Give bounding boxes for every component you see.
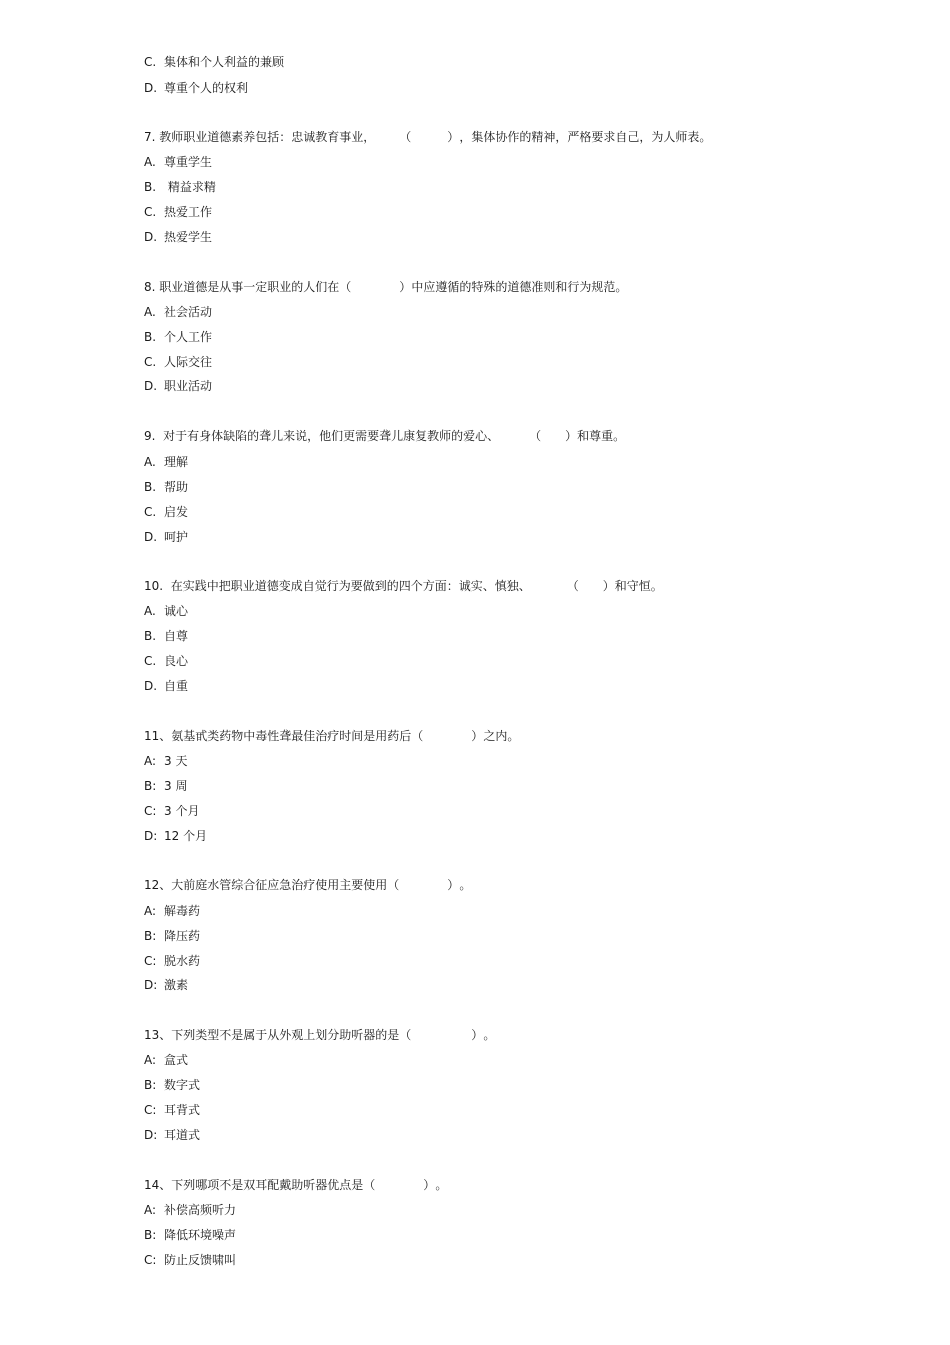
option-text: 集体和个人利益的兼顾 [164, 55, 285, 69]
option-text: 脱水药 [164, 954, 201, 968]
answer-blank: （ ） [411, 729, 484, 743]
option-line [144, 54, 284, 70]
option-text: 降压药 [164, 929, 201, 943]
option-label: A: [144, 904, 157, 918]
question-text: 氨基甙类药物中毒性聋最佳治疗时间是用药后 [171, 729, 412, 743]
option-text: 激素 [164, 978, 189, 992]
option-line [144, 653, 188, 669]
option-text: 热爱学生 [164, 230, 213, 244]
question-text: 下列哪项不是双耳配戴助听器优点是 [171, 1178, 364, 1192]
option-text: 耳背式 [164, 1103, 201, 1117]
option-line [144, 977, 188, 993]
question-number: 8. [144, 280, 156, 294]
option-label: A. [144, 305, 156, 319]
option-line [144, 1052, 188, 1068]
option-line [144, 753, 187, 769]
question-number: 7. [144, 130, 156, 144]
option-line [144, 504, 188, 520]
option-line [144, 828, 207, 844]
option-label: C. [144, 355, 157, 369]
option-label: B: [144, 1228, 157, 1242]
option-text: 社会活动 [164, 305, 213, 319]
question-text: 中应遵循的特殊的道德准则和行为规范。 [411, 280, 628, 294]
option-label: C. [144, 205, 157, 219]
option-text: 呵护 [164, 530, 189, 544]
option-line [144, 628, 188, 644]
option-line [144, 1127, 200, 1143]
option-text: 自重 [164, 679, 189, 693]
option-line [144, 678, 188, 694]
option-label: A: [144, 1053, 157, 1067]
option-label: B: [144, 1078, 157, 1092]
option-text: 尊重个人的权利 [164, 81, 249, 95]
question-text: 对于有身体缺陷的聋儿来说，他们更需要聋儿康复教师的爱心、 [159, 429, 500, 443]
option-text: 补偿高频听力 [164, 1203, 237, 1217]
option-label: C: [144, 804, 157, 818]
option-text: 解毒药 [164, 904, 201, 918]
option-text: 12 个月 [164, 829, 208, 843]
option-line [144, 154, 212, 170]
question-number: 13、 [144, 1028, 172, 1042]
option-label: C: [144, 1103, 157, 1117]
question-stem [144, 279, 627, 295]
question-text: 在实践中把职业道德变成自觉行为要做到的四个方面：诚实、慎独、 [166, 579, 531, 593]
option-text: 防止反馈啸叫 [164, 1253, 237, 1267]
question-text: 。 [435, 1178, 448, 1192]
option-text: 降低环境噪声 [164, 1228, 237, 1242]
question-stem [144, 728, 519, 744]
option-label: B: [144, 779, 157, 793]
option-line [144, 1077, 200, 1093]
option-label: C: [144, 954, 157, 968]
answer-blank: （ ） [566, 579, 615, 593]
answer-blank: （ ） [387, 878, 460, 892]
option-label: B. [144, 330, 157, 344]
option-label: B. [144, 629, 157, 643]
option-text: 盒式 [164, 1053, 189, 1067]
option-line [144, 1102, 200, 1118]
option-line [144, 778, 187, 794]
question-number: 10. [144, 579, 164, 593]
option-line [144, 329, 212, 345]
option-text: 帮助 [164, 480, 189, 494]
option-label: D: [144, 829, 158, 843]
option-line [144, 354, 212, 370]
option-line [144, 928, 200, 944]
answer-blank: （ ） [399, 1028, 484, 1042]
question-text: ，集体协作的精神，严格要求自己，为人师表。 [459, 130, 712, 144]
option-line [144, 479, 188, 495]
option-line [144, 1202, 236, 1218]
answer-blank: （ ） [339, 280, 412, 294]
answer-blank: （ ） [399, 130, 460, 144]
question-text: 。 [483, 1028, 496, 1042]
option-label: A: [144, 1203, 157, 1217]
option-text: 耳道式 [164, 1128, 201, 1142]
option-label: C: [144, 1253, 157, 1267]
option-label: D. [144, 530, 158, 544]
answer-blank: （ ） [363, 1178, 436, 1192]
question-text: 下列类型不是属于从外观上划分助听器的是 [171, 1028, 400, 1042]
question-stem [144, 877, 471, 893]
question-text: 教师职业道德素养包括：忠诚教育事业， [159, 130, 376, 144]
option-line [144, 179, 216, 195]
question-stem [144, 1177, 447, 1193]
option-label: D. [144, 379, 158, 393]
option-text: 良心 [164, 654, 189, 668]
option-label: D: [144, 978, 158, 992]
option-label: B. [144, 480, 157, 494]
option-line [144, 529, 188, 545]
question-text: 之内。 [483, 729, 520, 743]
option-label: D: [144, 1128, 158, 1142]
question-number: 14、 [144, 1178, 172, 1192]
option-label: A. [144, 155, 156, 169]
option-label: D. [144, 81, 158, 95]
option-text: 职业活动 [164, 379, 213, 393]
question-text: 职业道德是从事一定职业的人们在 [159, 280, 340, 294]
option-label: B: [144, 929, 157, 943]
option-label: D. [144, 230, 158, 244]
option-label: D. [144, 679, 158, 693]
option-text: 数字式 [164, 1078, 201, 1092]
option-text: 启发 [164, 505, 189, 519]
option-text: 热爱工作 [164, 205, 213, 219]
option-line [144, 1227, 236, 1243]
question-number: 11、 [144, 729, 172, 743]
option-label: A. [144, 604, 156, 618]
question-text: 大前庭水管综合征应急治疗使用主要使用 [171, 878, 388, 892]
option-text: 尊重学生 [164, 155, 213, 169]
option-text: 精益求精 [164, 180, 216, 194]
option-line [144, 229, 212, 245]
question-stem [144, 1027, 495, 1043]
option-text: 个人工作 [164, 330, 213, 344]
option-line [144, 903, 200, 919]
option-line [144, 803, 199, 819]
option-label: B. [144, 180, 157, 194]
option-label: A. [144, 455, 156, 469]
option-label: C. [144, 505, 157, 519]
option-text: 3 个月 [164, 804, 200, 818]
option-line [144, 378, 212, 394]
option-text: 诚心 [164, 604, 189, 618]
question-stem [144, 129, 711, 145]
option-label: A: [144, 754, 157, 768]
question-stem [144, 428, 625, 444]
option-line [144, 1252, 236, 1268]
option-text: 人际交往 [164, 355, 213, 369]
option-line [144, 953, 200, 969]
question-number: 9. [144, 429, 156, 443]
question-text: 和尊重。 [577, 429, 626, 443]
option-line [144, 304, 212, 320]
option-text: 自尊 [164, 629, 189, 643]
option-line [144, 454, 188, 470]
question-text: 和守恒。 [614, 579, 663, 593]
option-line [144, 80, 248, 96]
question-stem [144, 578, 663, 594]
option-label: C. [144, 654, 157, 668]
option-label: C. [144, 55, 157, 69]
question-number: 12、 [144, 878, 172, 892]
question-text: 。 [459, 878, 472, 892]
option-line [144, 603, 188, 619]
option-text: 理解 [164, 455, 189, 469]
option-text: 3 天 [164, 754, 188, 768]
answer-blank: （ ） [529, 429, 578, 443]
option-text: 3 周 [164, 779, 188, 793]
option-line [144, 204, 212, 220]
